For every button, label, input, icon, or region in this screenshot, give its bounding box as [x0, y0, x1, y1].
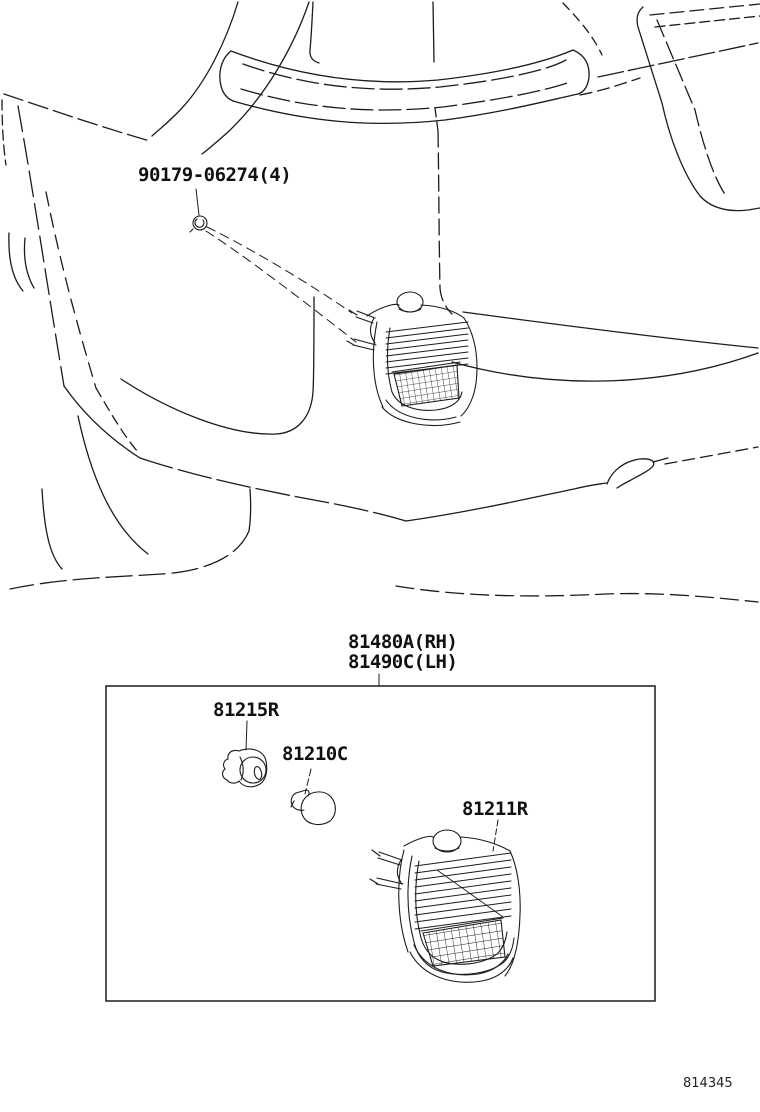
socket-drawing	[223, 749, 267, 787]
gate-crease	[563, 3, 602, 55]
lamp-assembly-drawing	[370, 830, 520, 982]
reflector-hatch	[423, 920, 505, 966]
part-label-90179-06274[interactable]: 90179-06274(4)	[138, 164, 292, 186]
nut-leader-dash	[207, 227, 352, 313]
tow-hook	[607, 459, 654, 488]
vehicle-rear-view	[2, 2, 760, 602]
body-line	[9, 233, 23, 291]
body-line	[2, 100, 6, 165]
pillar-line	[310, 2, 319, 63]
tail-lamp-band	[220, 51, 233, 101]
tail-lamp-band	[573, 50, 589, 94]
bumper-line	[140, 458, 406, 521]
bumper-line	[406, 483, 606, 521]
mount-stud	[347, 339, 376, 350]
license-recess	[637, 7, 760, 211]
bumper-line	[665, 447, 758, 464]
nut-leader-dash	[206, 231, 356, 342]
bumper-line	[463, 312, 758, 348]
tow-hook	[653, 458, 668, 462]
lens-ribs	[415, 853, 511, 929]
tail-lamp-band	[241, 82, 570, 110]
mount-stud	[349, 310, 375, 323]
mount-stud	[370, 878, 403, 889]
license-recess	[655, 16, 760, 27]
bumper-line	[396, 586, 758, 602]
bulb-drawing	[291, 790, 335, 825]
parts-box	[106, 686, 655, 1001]
leader-81215	[246, 721, 247, 750]
wheel-arch	[10, 531, 249, 589]
wheel-arch	[78, 416, 148, 554]
pillar-line	[202, 2, 309, 154]
gate-seam	[433, 2, 434, 62]
license-recess	[657, 20, 726, 196]
wheel-arch	[42, 489, 62, 569]
assembly-label-group	[348, 632, 457, 672]
tail-lamp-band	[243, 60, 566, 89]
reflector-hatch	[394, 365, 459, 406]
leader-90179	[196, 189, 199, 215]
gate-seam	[435, 108, 438, 131]
bulb-boss	[397, 292, 423, 312]
bumper-line	[64, 386, 140, 458]
pillar-line	[152, 2, 238, 136]
bumper-line	[249, 489, 251, 531]
gate-seam	[438, 131, 452, 314]
tail-lamp-band	[231, 50, 573, 82]
part-label-81480a-rh[interactable]: 81480A(RH)	[348, 631, 458, 653]
part-label-81490c-lh[interactable]: 81490C(LH)	[348, 651, 458, 673]
body-line	[24, 238, 34, 288]
mount-stud	[372, 850, 402, 865]
body-line	[4, 94, 150, 141]
bumper-line	[452, 353, 758, 381]
part-label-81211r[interactable]: 81211R	[462, 798, 528, 820]
body-line	[46, 192, 96, 388]
license-recess	[650, 4, 760, 15]
nut-symbol	[190, 216, 207, 232]
diagram-code: 814345	[683, 1076, 733, 1091]
tail-lamp-band	[233, 94, 578, 123]
part-label-81210c[interactable]: 81210C	[282, 743, 348, 765]
installed-lamp-drawing	[347, 292, 477, 426]
leader-81211	[493, 820, 498, 851]
bumper-line	[121, 297, 314, 434]
gate-crease	[598, 43, 758, 77]
part-label-81215r[interactable]: 81215R	[213, 699, 279, 721]
